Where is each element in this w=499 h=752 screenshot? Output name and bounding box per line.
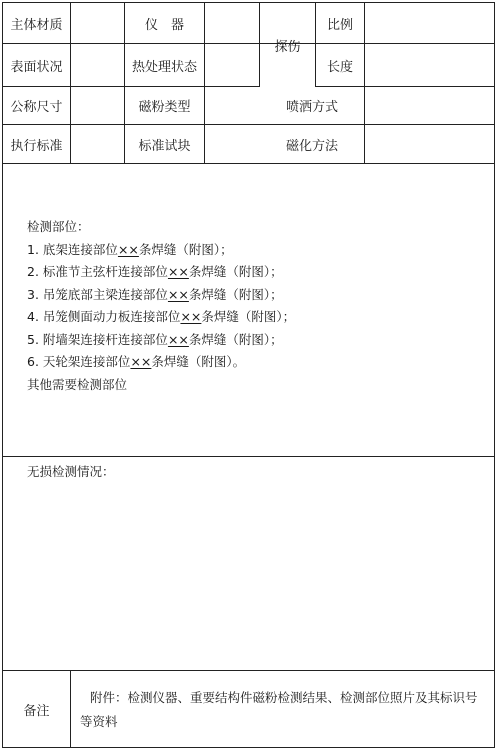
label-length: 长度: [326, 59, 353, 75]
inspection-item: 3. 吊笼底部主梁连接部位××条焊缝（附图）；: [27, 286, 283, 302]
inspection-section: [27, 216, 295, 396]
label-instrument: 仪 器: [144, 17, 184, 33]
other-parts-label: 其他需要检测部位: [27, 376, 128, 392]
inspection-heading: 检测部位：: [27, 219, 90, 234]
label-magnetization-method: 磁化方法: [285, 138, 338, 154]
label-nominal-size: 公称尺寸: [10, 100, 63, 115]
ndt-heading: 无损检测情况：: [27, 464, 115, 479]
row-divider: [3, 163, 494, 164]
remarks-label: 备注: [23, 704, 50, 719]
label-ratio: 比例: [326, 17, 353, 33]
row-divider: [3, 43, 494, 44]
remarks-content: 附件：检测仪器、重要结构件磁粉检测结果、检测部位照片及其标识号等资料: [80, 690, 478, 729]
label-main-material: 主体材质: [10, 17, 63, 33]
col-divider: [364, 3, 365, 164]
label-surface-condition: 表面状况: [10, 59, 63, 75]
inspection-item: 6. 天轮架连接部位××条焊缝（附图）。: [27, 354, 246, 369]
inspection-item: 4. 吊笼侧面动力板连接部位××条焊缝（附图）；: [27, 309, 296, 324]
col-divider: [70, 3, 71, 164]
label-test-block: 标准试块: [138, 138, 191, 154]
inspection-item: 2. 标准节主弦杆连接部位××条焊缝（附图）；: [27, 264, 283, 279]
inspection-item: 5. 附墙架连接杆连接部位××条焊缝（附图）；: [27, 331, 283, 347]
label-powder-type: 磁粉类型: [138, 100, 191, 115]
col-divider: [70, 670, 71, 748]
inspection-item: 1. 底架连接部位××条焊缝（附图）；: [27, 241, 233, 257]
section-divider: [3, 456, 494, 457]
label-standard: 执行标准: [10, 138, 63, 154]
label-flaw-detection: 探伤: [274, 39, 301, 55]
label-spray-method: 喷洒方式: [285, 100, 338, 115]
label-heat-treatment: 热处理状态: [131, 59, 197, 75]
section-divider: [3, 670, 494, 671]
